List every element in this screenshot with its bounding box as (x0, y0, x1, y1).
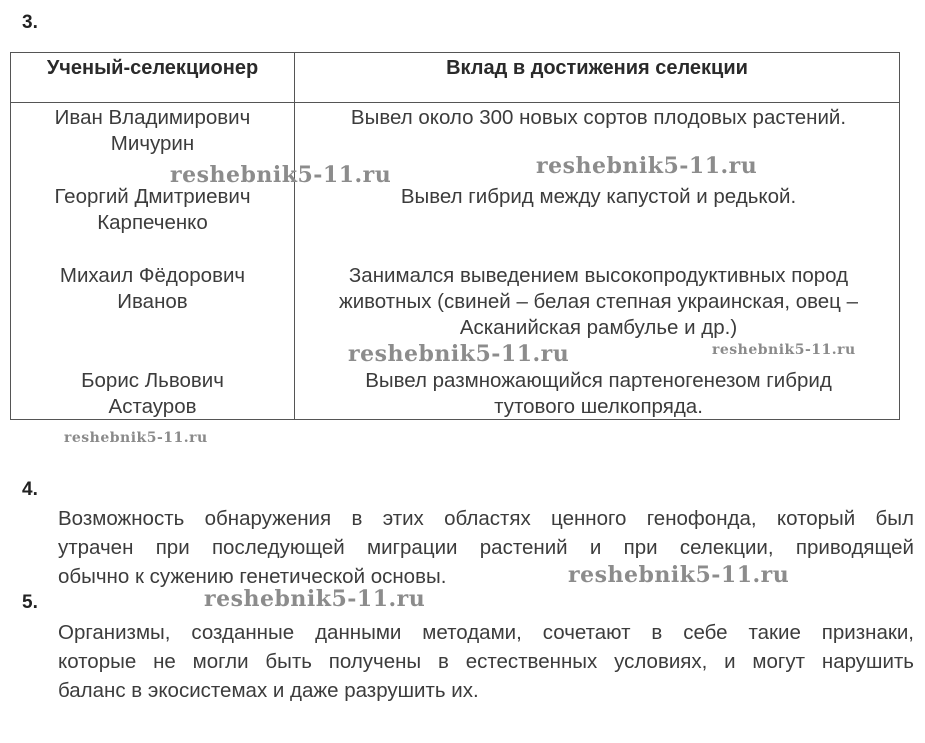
table-row-2-scientist (11, 184, 294, 236)
table-row-4-contribution (301, 368, 896, 420)
answer-line: обычно к сужению генетической основы. (58, 565, 447, 588)
scientist-name-line: Иван Владимирович (54, 106, 251, 129)
scientist-surname-line: Иванов (117, 290, 188, 313)
task5-number: 5. (22, 592, 38, 613)
watermark: reshebnik5-11.ru (64, 430, 208, 446)
contribution-line: Вывел около 300 новых сортов плодовых растений. (350, 106, 847, 129)
scientist-name-line: Георгий Дмитриевич (54, 185, 251, 208)
contribution-line: Вывел размножающийся партеногенезом гибрид (365, 369, 832, 392)
contribution-line: Асканийская рамбулье и др.) (459, 316, 738, 339)
watermark: reshebnik5-11.ru (712, 342, 856, 358)
table-row-3-scientist (11, 263, 294, 315)
contribution-line: Занимался выведением высокопродуктивных пород (348, 264, 849, 287)
contribution-line: тутового шелкопряда. (494, 395, 703, 418)
answer-line: Возможность обнаружения в этих областях ценного генофонда, который был (58, 507, 914, 530)
scientist-name-line: Михаил Фёдорович (59, 264, 246, 287)
table-row-1-scientist (11, 105, 294, 157)
header-scientist: Ученый-селекционер (46, 57, 259, 79)
answer-line: Организмы, созданные данными методами, сочетают в себе такие признаки, (58, 621, 914, 644)
watermark: reshebnik5-11.ru (170, 162, 392, 188)
watermark: reshebnik5-11.ru (348, 341, 570, 367)
answer-line: которые не могли быть получены в естественных условиях, и могут нарушить (58, 650, 914, 673)
table-row-1-contribution (301, 105, 896, 131)
scientist-surname-line: Астауров (108, 395, 197, 418)
table-row-4-scientist (11, 368, 294, 420)
task4-number: 4. (22, 479, 38, 500)
watermark: reshebnik5-11.ru (568, 562, 790, 588)
watermark: reshebnik5-11.ru (536, 153, 758, 179)
scientist-surname-line: Карпеченко (97, 211, 208, 234)
contribution-line: Вывел гибрид между капустой и редькой. (400, 185, 797, 208)
task3-number: 3. (22, 12, 38, 33)
table-row-3-contribution (301, 263, 896, 341)
scientist-name-line: Борис Львович (81, 369, 224, 392)
column-divider (294, 53, 295, 419)
scientist-surname-line: Мичурин (110, 132, 195, 155)
answer-line: баланс в экосистемах и даже разрушить их. (58, 679, 479, 702)
header-divider (11, 102, 899, 103)
watermark: reshebnik5-11.ru (204, 586, 426, 612)
answer-line: утрачен при последующей миграции растений и при селекции, приводящей (58, 536, 914, 559)
task4-answer (58, 504, 914, 591)
contribution-line: животных (свиней – белая степная украинская, овец – (338, 290, 859, 313)
task5-answer (58, 618, 914, 705)
header-contribution: Вклад в достижения селекции (446, 57, 748, 79)
